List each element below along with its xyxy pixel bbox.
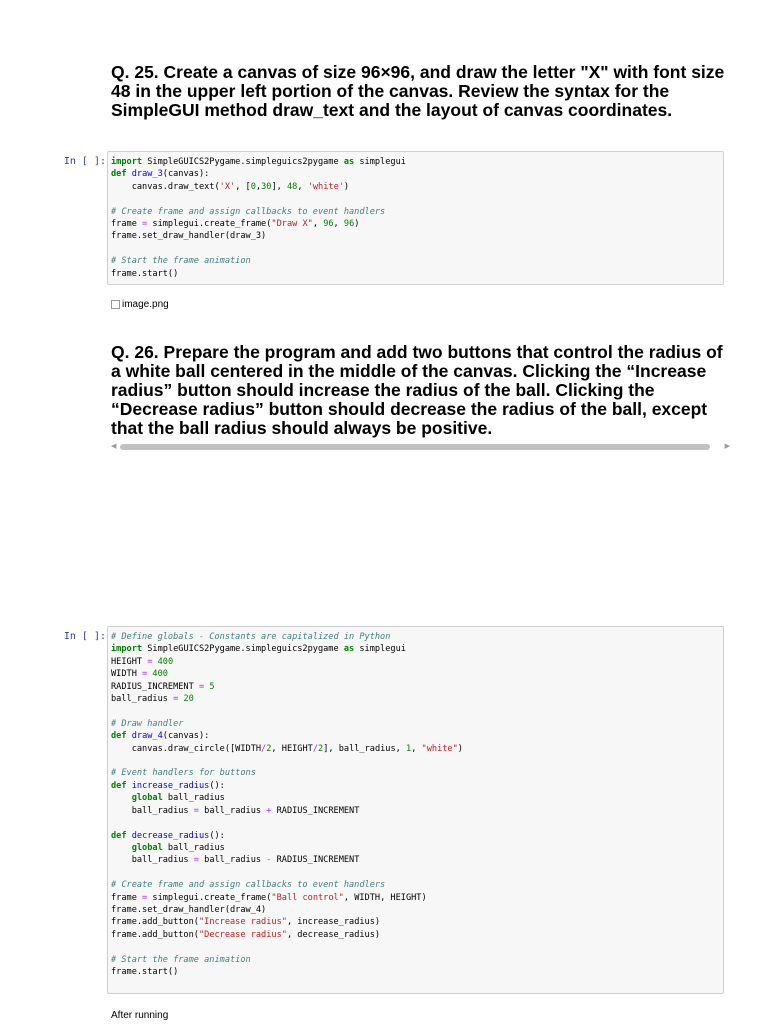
q25-code[interactable]: import SimpleGUICS2Pygame.simpleguics2pygame as simplegui def draw_3(canvas): canvas.draw_text('X', [0,30], 48, 'white') # Create frame and assign callbacks to event handlers frame = simplegui.create_frame("Draw X", 96, 96) frame.set_draw_handler(draw_3) # Start the frame animation frame.start() <box>111 157 406 279</box>
q26-input-prompt: In [ ]: <box>63 631 106 642</box>
horizontal-scrollbar[interactable] <box>111 443 730 451</box>
q25-code-cell[interactable] <box>107 151 724 285</box>
arrow-right-icon[interactable]: ▶ <box>724 443 730 450</box>
scrollbar-thumb[interactable] <box>120 444 710 450</box>
q25-heading: Q. 25. Create a canvas of size 96×96, and draw the letter "X" with font size 48 in the upper left portion of the canvas. Review the syntax for the SimpleGUI method draw_text and the layout of canvas coordinates. <box>111 62 725 120</box>
q26-code[interactable]: # Define globals - Constants are capitalized in Python import SimpleGUICS2Pygame.simpleguics2pygame as simplegui HEIGHT = 400 WIDTH = 400 RADIUS_INCREMENT = 5 ball_radius = 20 # Draw handler def draw_4(canvas): canvas.draw_circle([WIDTH/2, HEIGHT/2], ball_radius, 1, "white") # Event handlers for buttons def increase_radius(): global ball_radius ball_radius = ball_radius + RADIUS_INCREMENT def decrease_radius(): global ball_radius ball_radius = ball_radius - RADIUS_INCREMENT # Create frame and assign callbacks to event handlers frame = simplegui.create_frame("Ball control", WIDTH, HEIGHT) frame.set_draw_handler(draw_4) frame.add_button("Increase radius", increase_radius) frame.add_button("Decrease radius", decrease_radius) # Start the frame animation frame.start() <box>111 632 463 977</box>
q25-input-prompt: In [ ]: <box>63 156 106 167</box>
q26-heading: Q. 26. Prepare the program and add two buttons that control the radius of a white ball centered in the middle of the canvas. Clicking the “Increase radius” button should increase the radius of the ball. Clicking the “Decrease radius” button should decrease the radius of the ball, except that the ball radius should always be positive. <box>111 342 723 438</box>
broken-image-icon <box>111 300 120 309</box>
arrow-left-icon[interactable]: ◀ <box>111 443 117 450</box>
q25-image <box>111 299 169 310</box>
q25-image-alt: image.png <box>122 299 169 310</box>
q26-code-cell[interactable] <box>107 626 724 994</box>
after-running-text: After running <box>111 1010 169 1021</box>
